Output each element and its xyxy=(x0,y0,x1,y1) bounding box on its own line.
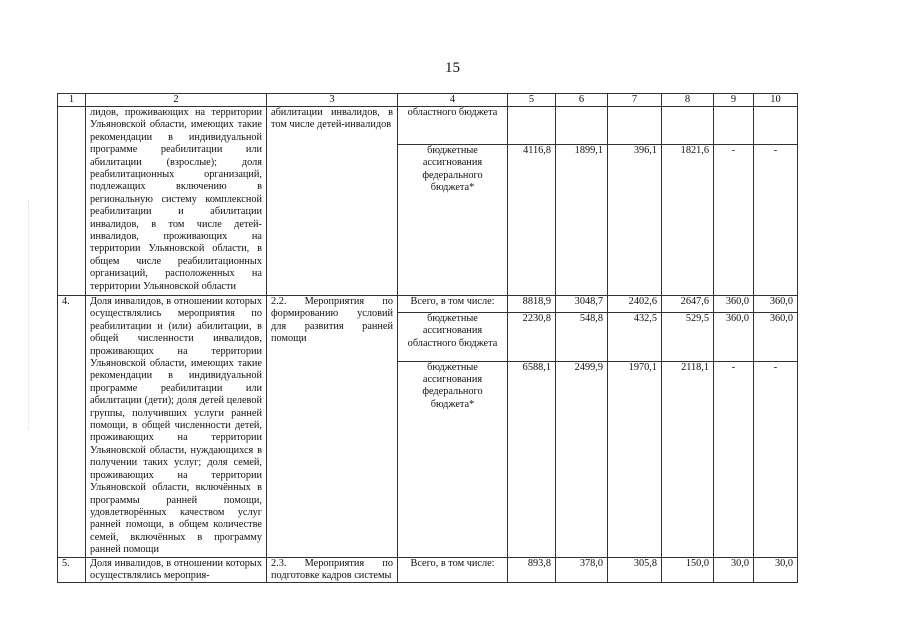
col-header: 8 xyxy=(662,94,714,107)
value-cell: 548,8 xyxy=(556,313,608,362)
value-cell: - xyxy=(714,145,754,296)
value-cell: 30,0 xyxy=(714,557,754,583)
page-number: 15 xyxy=(445,60,460,76)
value-cell: 893,8 xyxy=(508,557,556,583)
value-cell: 378,0 xyxy=(556,557,608,583)
table-row xyxy=(58,296,798,313)
value-cell: 360,0 xyxy=(714,296,754,313)
value-cell xyxy=(508,107,556,145)
value-cell xyxy=(556,107,608,145)
col-header: 5 xyxy=(508,94,556,107)
value-cell xyxy=(754,107,798,145)
col-header: 9 xyxy=(714,94,754,107)
value-cell xyxy=(714,107,754,145)
value-cell: 1970,1 xyxy=(608,361,662,557)
value-cell: 4116,8 xyxy=(508,145,556,296)
value-cell: 6588,1 xyxy=(508,361,556,557)
value-cell: 2118,1 xyxy=(662,361,714,557)
value-cell: - xyxy=(754,145,798,296)
value-cell: 2647,6 xyxy=(662,296,714,313)
row-number: 5. xyxy=(58,557,86,583)
value-cell: 150,0 xyxy=(662,557,714,583)
value-cell: 3048,7 xyxy=(556,296,608,313)
value-cell: 529,5 xyxy=(662,313,714,362)
col-header: 10 xyxy=(754,94,798,107)
source-cell: Всего, в том числе: xyxy=(398,296,508,313)
source-cell: бюджетные ассигнования областного бюджета xyxy=(398,313,508,362)
value-cell: 2402,6 xyxy=(608,296,662,313)
program-table xyxy=(57,93,798,583)
indicator-cell: Доля инвалидов, в отношении которых осуществлялись мероприя- xyxy=(86,557,267,583)
measure-cell: 2.3. Мероприятия по подготовке кадров системы xyxy=(267,557,398,583)
source-cell: областного бюджета xyxy=(398,107,508,145)
value-cell: 8818,9 xyxy=(508,296,556,313)
value-cell: 305,8 xyxy=(608,557,662,583)
header-row xyxy=(58,94,798,107)
value-cell: 1899,1 xyxy=(556,145,608,296)
value-cell: 396,1 xyxy=(608,145,662,296)
value-cell: - xyxy=(754,361,798,557)
col-header: 7 xyxy=(608,94,662,107)
measure-cell: 2.2. Мероприятия по формированию условий для развития ранней помощи xyxy=(267,296,398,558)
value-cell: 2230,8 xyxy=(508,313,556,362)
col-header: 1 xyxy=(58,94,86,107)
value-cell: - xyxy=(714,361,754,557)
value-cell xyxy=(662,107,714,145)
source-cell: Всего, в том числе: xyxy=(398,557,508,583)
page-bottom-crop xyxy=(0,590,905,630)
col-header: 6 xyxy=(556,94,608,107)
value-cell: 30,0 xyxy=(754,557,798,583)
indicator-cell: Доля инвалидов, в отношении которых осуществлялись мероприятия по реабилитации и (или) абилитации, в общей численности инвалидов, проживающих на территории Ульяновской области, имеющих такие рекомендации в индивидуальной программе реабилитации или абилитации (дети); доля детей целевой группы, получивших услуги ранней помощи, в общей численности детей, проживающих на территории Ульяновской области, нуждающихся в получении таких услуг; доля семей, проживающих на территории Ульяновской области, включённых в программы ранней помощи, удовлетворённых качеством услуг ранней помощи, в общем количестве семей, включённых в программу ранней помощи xyxy=(86,296,267,558)
value-cell xyxy=(608,107,662,145)
value-cell: 2499,9 xyxy=(556,361,608,557)
value-cell: 360,0 xyxy=(754,296,798,313)
source-cell: бюджетные ассигнования федерального бюджета* xyxy=(398,361,508,557)
value-cell: 360,0 xyxy=(714,313,754,362)
scan-margin-marks xyxy=(28,200,45,430)
source-cell: бюджетные ассигнования федерального бюджета* xyxy=(398,145,508,296)
value-cell: 360,0 xyxy=(754,313,798,362)
measure-cell: абилитации инвалидов, в том числе детей-инвалидов xyxy=(267,107,398,296)
indicator-cell: лидов, проживающих на территории Ульяновской области, имеющих такие рекомендации в индивидуальной программе реабилитации или абилитации (взрослые); доля реабилитационных организаций, подлежащих включению в региональную систему комплексной реабилитации и абилитации инвалидов, в том числе детей-инвалидов, проживающих на территории Ульяновской области, в общем числе реабилитационных организаций, расположенных на территории Ульяновской области xyxy=(86,107,267,296)
row-number xyxy=(58,107,86,296)
col-header: 3 xyxy=(267,94,398,107)
col-header: 2 xyxy=(86,94,267,107)
value-cell: 432,5 xyxy=(608,313,662,362)
value-cell: 1821,6 xyxy=(662,145,714,296)
table-row xyxy=(58,557,798,583)
row-number: 4. xyxy=(58,296,86,558)
table-row xyxy=(58,107,798,145)
col-header: 4 xyxy=(398,94,508,107)
